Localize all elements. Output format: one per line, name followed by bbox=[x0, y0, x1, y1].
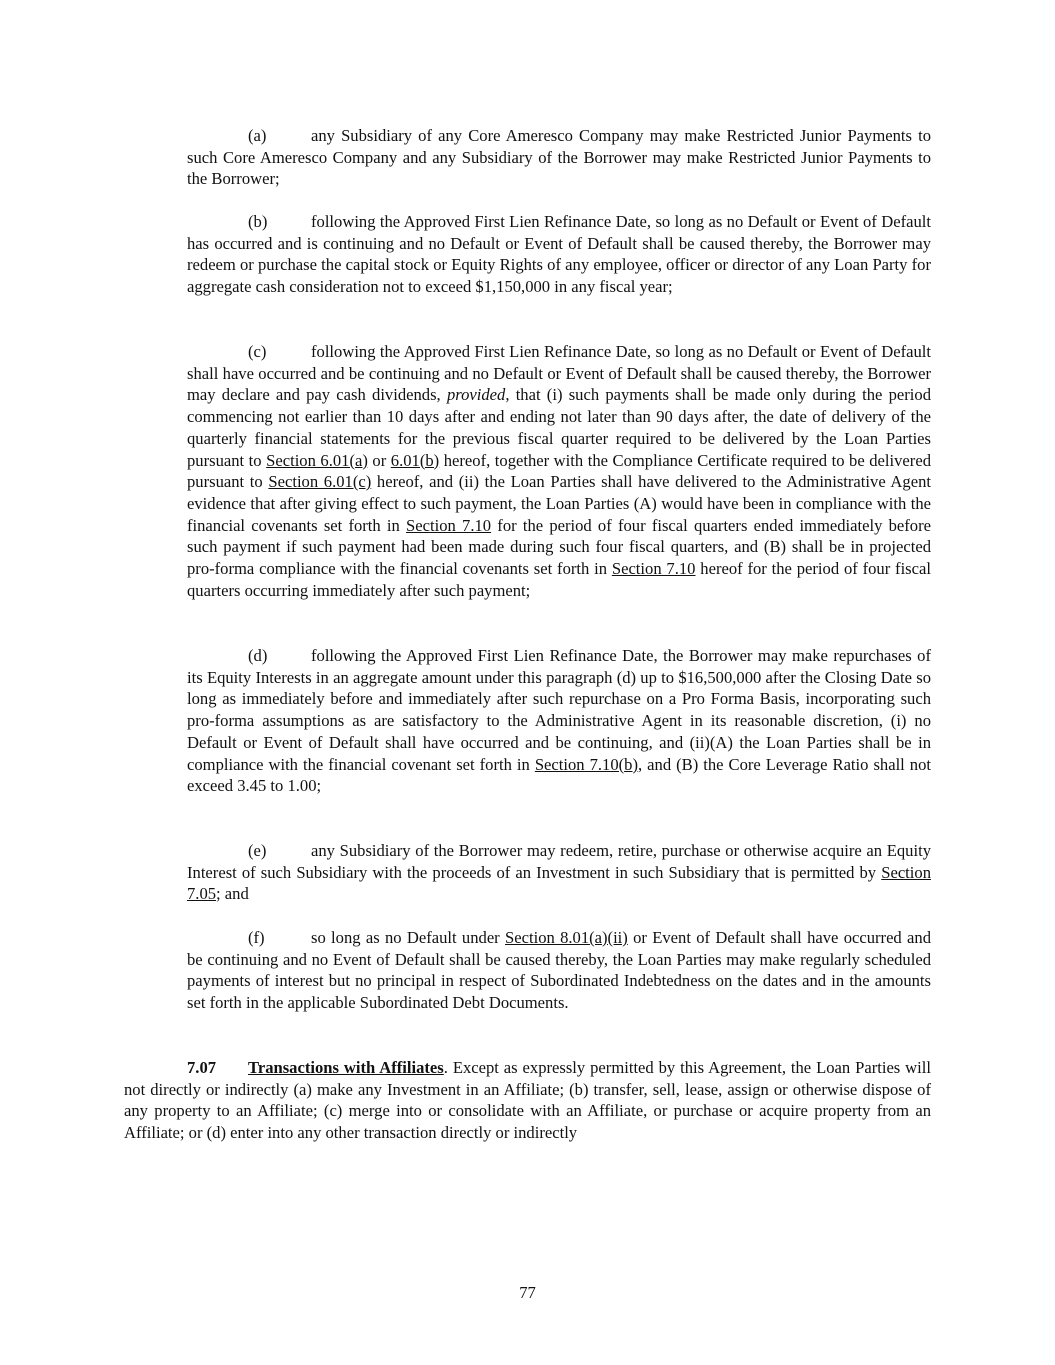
paragraph-d-text-2: , and (B) the Core Leverage Ratio shall not exceed 3.45 to 1.00; bbox=[187, 754, 931, 796]
section-ref-6-01-b: 6.01(b) bbox=[390, 450, 440, 470]
paragraph-d-label: (d) bbox=[248, 646, 268, 665]
provided-term: provided bbox=[446, 385, 506, 405]
paragraph-c-text-7: hereof for the period of four fiscal quarters occurring immediately after such payment; bbox=[187, 559, 931, 600]
section-ref-8-01-a-ii: Section 8.01(a)(ii) bbox=[505, 928, 628, 947]
paragraph-f-text-1: so long as no Default under bbox=[311, 928, 506, 947]
section-ref-7-10-b: Section 7.10(b) bbox=[534, 754, 638, 774]
paragraph-c-text-3: or bbox=[367, 450, 391, 470]
section-title: Transactions with Affiliates bbox=[248, 1058, 444, 1077]
paragraph-f bbox=[187, 927, 931, 1014]
section-ref-6-01-a: Section 6.01(a) bbox=[266, 450, 368, 470]
paragraph-b-label: (b) bbox=[248, 212, 268, 231]
paragraph-c-text-5: hereof, and (ii) the Loan Parties shall have delivered to the Administrative Agent evidence that after giving effect to such payment, the Loan Parties (A) would have been in compliance with the financial covenants set forth in bbox=[187, 472, 931, 535]
paragraph-c-text-2: , that (i) such payments shall be made only during the period commencing not earlier than 10 days after and ending not later than 90 days after, the date of delivery of the quarterly financial statements for the previous fiscal quarter required to be delivered by the Loan Parties pursuant to bbox=[187, 385, 931, 470]
paragraph-a-label: (a) bbox=[248, 126, 267, 145]
section-text: . Except as expressly permitted by this Agreement, the Loan Parties will not directly or indirectly (a) make any Investment in an Affiliate; (b) transfer, sell, lease, assign or otherwise dispose of any property to an Affiliate; (c) merge into or consolidate with an Affiliate, or purchase or acquire property from an Affiliate; or (d) enter into any other transaction directly or indirectly bbox=[124, 1058, 931, 1143]
paragraph-e-label: (e) bbox=[248, 841, 267, 860]
section-ref-6-01-c: Section 6.01(c) bbox=[268, 472, 372, 492]
paragraph-b bbox=[187, 211, 931, 298]
paragraph-e-text-1: any Subsidiary of the Borrower may redeem, retire, purchase or otherwise acquire an Equity Interest of such Subsidiary with the proceeds of an Investment in such Subsidiary that is permitted by bbox=[187, 841, 931, 882]
paragraph-e-text-2: ; and bbox=[216, 884, 249, 904]
section-ref-7-10-first: Section 7.10 bbox=[406, 515, 492, 535]
page-number: 77 bbox=[519, 1283, 536, 1302]
section-ref-7-10-second: Section 7.10 bbox=[611, 559, 696, 579]
paragraph-f-text-2: or Event of Default shall have occurred and be continuing and no Event of Default shall be caused thereby, the Loan Parties may make regularly scheduled payments of interest but no principal in respect of Subordinated Indebtedness on the dates and in the amounts set forth in the applicable Subordinated Debt Documents. bbox=[187, 928, 931, 1013]
paragraph-b-text: following the Approved First Lien Refinance Date, so long as no Default or Event of Default has occurred and is continuing and no Default or Event of Default shall be caused thereby, the Borrower may redeem or purchase the capital stock or Equity Rights of any employee, officer or director of any Loan Party for aggregate cash consideration not to exceed $1,150,000 in any fiscal year; bbox=[187, 212, 931, 297]
section-number: 7.07 bbox=[187, 1058, 217, 1077]
paragraph-c-text-1: following the Approved First Lien Refinance Date, so long as no Default or Event of Default shall have occurred and be continuing and no Default or Event of Default shall be caused thereby, the Borrower may declare and pay cash dividends, bbox=[187, 342, 931, 405]
paragraph-a-text: any Subsidiary of any Core Ameresco Company may make Restricted Junior Payments to such Core Ameresco Company and any Subsidiary of the Borrower may make Restricted Junior Payments to the Borrower; bbox=[187, 126, 931, 189]
paragraph-f-label: (f) bbox=[248, 928, 265, 947]
paragraph-d bbox=[187, 645, 931, 797]
paragraph-a bbox=[187, 125, 931, 190]
paragraph-e bbox=[187, 840, 931, 905]
paragraph-c-text-6: for the period of four fiscal quarters ended immediately before such payment if such payment had been made during such four fiscal quarters, and (B) shall be in projected pro-forma compliance with the financial covenants set forth in bbox=[187, 515, 931, 579]
section-7-07 bbox=[124, 1057, 931, 1144]
paragraph-c bbox=[187, 341, 931, 601]
paragraph-c-label: (c) bbox=[248, 342, 267, 361]
paragraph-d-text-1: following the Approved First Lien Refinance Date, the Borrower may make repurchases of its Equity Interests in an aggregate amount under this paragraph (d) up to $16,500,000 after the Closing Date so long as immediately before and immediately after such repurchase on a Pro Forma Basis, incorporating such pro-forma assumptions as are satisfactory to the Administrative Agent in its reasonable discretion, (i) no Default or Event of Default shall have occurred and be continuing, and (ii)(A) the Loan Parties shall be in compliance with the financial covenant set forth in bbox=[187, 646, 931, 774]
section-ref-7-05: Section 7.05 bbox=[187, 862, 931, 904]
paragraph-c-text-4: hereof, together with the Compliance Certificate required to be delivered pursuant to bbox=[187, 450, 931, 492]
